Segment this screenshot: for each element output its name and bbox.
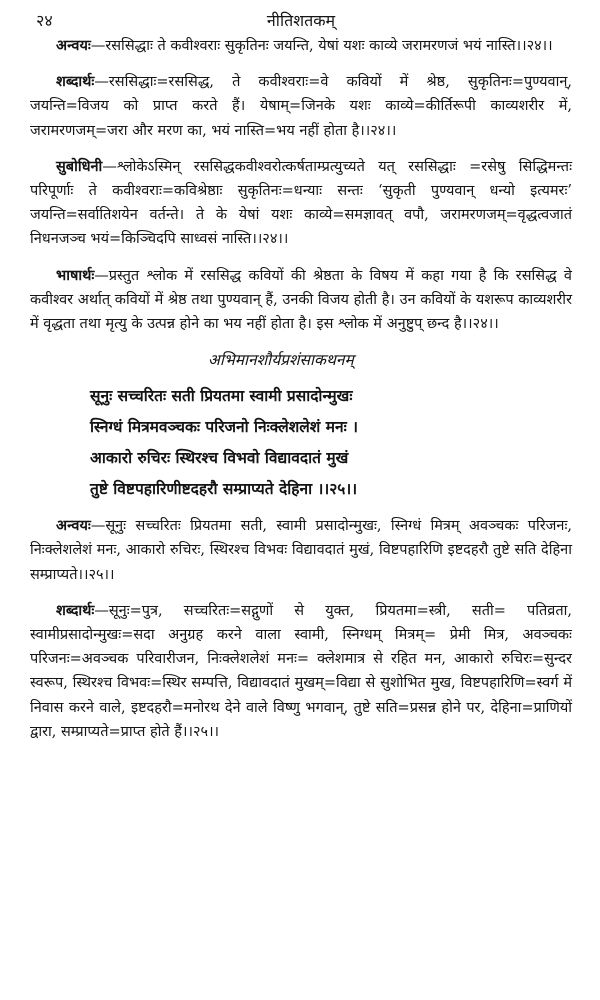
- section-heading: अभिमानशौर्यप्रशंसाकथनम्: [208, 351, 354, 370]
- page-number: २४: [36, 11, 53, 30]
- paragraph-text: —श्लोकेऽस्मिन् रससिद्धकवीश्वरोत्कर्षताम्प्रत्युच्यते यत् रससिद्धाः =रसेषु सिद्धिमन्तः परिपूर्णाः ते कवीश्वराः=कविश्रेष्ठाः सुकृतिनः=धन्याः सन्तः ‘सुकृती पुण्यवान् धन्यो इत्यमरः’ जयन्ति=सर्वातिशयेन वर्तन्ते। ते के येषां यशः काव्ये=समज्ञावत् वपौ, जरामरणजम्=वृद्धत्वजातं निधनजञ्च भयं=किञ्चिदपि साध्वसं नास्ति।।२४।।: [30, 158, 572, 248]
- paragraph-text: —रससिद्धाः ते कवीश्वराः सुकृतिनः जयन्ति, येषां यशः काव्ये जरामरणजं भयं नास्ति।।२४।।: [90, 38, 553, 54]
- paragraph-term: शब्दार्थः: [56, 601, 95, 619]
- page-header: [30, 0, 572, 34]
- shabdartha-paragraph-25: [30, 599, 572, 744]
- paragraph-term: भाषार्थः: [56, 266, 95, 284]
- paragraph-term: अन्वयः: [56, 37, 91, 54]
- paragraph-text: —रससिद्धाः=रससिद्ध, ते कवीश्वराः=वे कवियों में श्रेष्ठ, सुकृतिनः=पुण्यवान्, जयन्ति=विजय को प्राप्त करते हैं। येषाम्=जिनके यशः काव्ये=कीर्तिरूपी काव्यशरीर में, जरामरणजम्=जरा और मरण का, भयं नास्ति=भय नहीं होता है।।२४।।: [30, 74, 572, 139]
- verse-line: सूनुः सच्चरितः सती प्रियतमा स्वामी प्रसादोन्मुखः: [90, 386, 353, 406]
- paragraph-term: शब्दार्थः: [56, 73, 95, 91]
- anvaya-paragraph-24: [30, 34, 572, 58]
- verse-line: तुष्टे विष्टपहारिणीष्टदहरौ सम्प्राप्यते देहिना ।।२५।।: [90, 479, 358, 499]
- subodhini-paragraph-24: [30, 155, 572, 252]
- running-title: नीतिशतकम्: [266, 11, 336, 30]
- verse-25: [30, 380, 572, 504]
- paragraph-text: —सूनुः=पुत्र, सच्चरितः=सद्गुणों से युक्त, प्रियतमा=स्त्री, सती= पतिव्रता, स्वामीप्रसादोन्मुखः=सदा अनुग्रह करने वाला स्वामी, स्निग्धम् मित्रम्= प्रेमी मित्र, अवञ्चकः परिजनः=अवञ्चक परिवारीजन, निःक्लेशलेशं मनः= क्लेशमात्र से रहित मन, आकारो रुचिरः=सुन्दर स्वरूप, स्थिरश्च विभवः=स्थिर सम्पत्ति, विद्यावदातं मुखम्=विद्या से सुशोभित मुख, विष्टपहारिणि=स्वर्ग में निवास करने वाले, इष्टदहरौ=मनोरथ देने वाले विष्णु भगवान्, तुष्टे सति=प्रसन्न होने पर, देहिना=प्राणियों द्वारा, सम्प्राप्यते=प्राप्त होते हैं।।२५।।: [30, 602, 572, 740]
- paragraph-text: —प्रस्तुत श्लोक में रससिद्ध कवियों की श्रेष्ठता के विषय में कहा गया है कि रससिद्ध वे कवीश्वर अर्थात् कवियों में श्रेष्ठ तथा पुण्यवान् हैं, उनकी विजय होती है। उन कवियों के यशरूप काव्यशरीर में वृद्धता तथा मृत्यु के उत्पन्न होने का भय नहीं होता है। इस श्लोक में अनुष्टुप् छन्द है।।२४।।: [30, 267, 572, 333]
- paragraph-term: अन्वयः: [56, 517, 91, 535]
- anvaya-paragraph-25: [30, 514, 572, 587]
- bhasharth-paragraph-24: [30, 264, 572, 337]
- verse-line: आकारो रुचिरः स्थिरश्च विभवो विद्यावदातं मुखं: [90, 448, 349, 468]
- paragraph-text: —सूनुः सच्चरितः प्रियतमा सती, स्वामी प्रसादोन्मुखः, स्निग्धं मित्रम् अवञ्चकः परिजनः, निःक्लेशलेशं मनः, आकारो रुचिरः, स्थिरश्च विभवः विद्यावदातं मुखं, विष्टपहारिणि इष्टदहरौ तुष्टे सति देहिना सम्प्राप्यते।।२५।।: [30, 518, 572, 583]
- paragraph-term: सुबोधिनी: [56, 157, 103, 175]
- shabdartha-paragraph-24: [30, 70, 572, 143]
- verse-line: स्निग्धं मित्रमवञ्चकः परिजनो निःक्लेशलेशं मनः ।: [90, 417, 359, 437]
